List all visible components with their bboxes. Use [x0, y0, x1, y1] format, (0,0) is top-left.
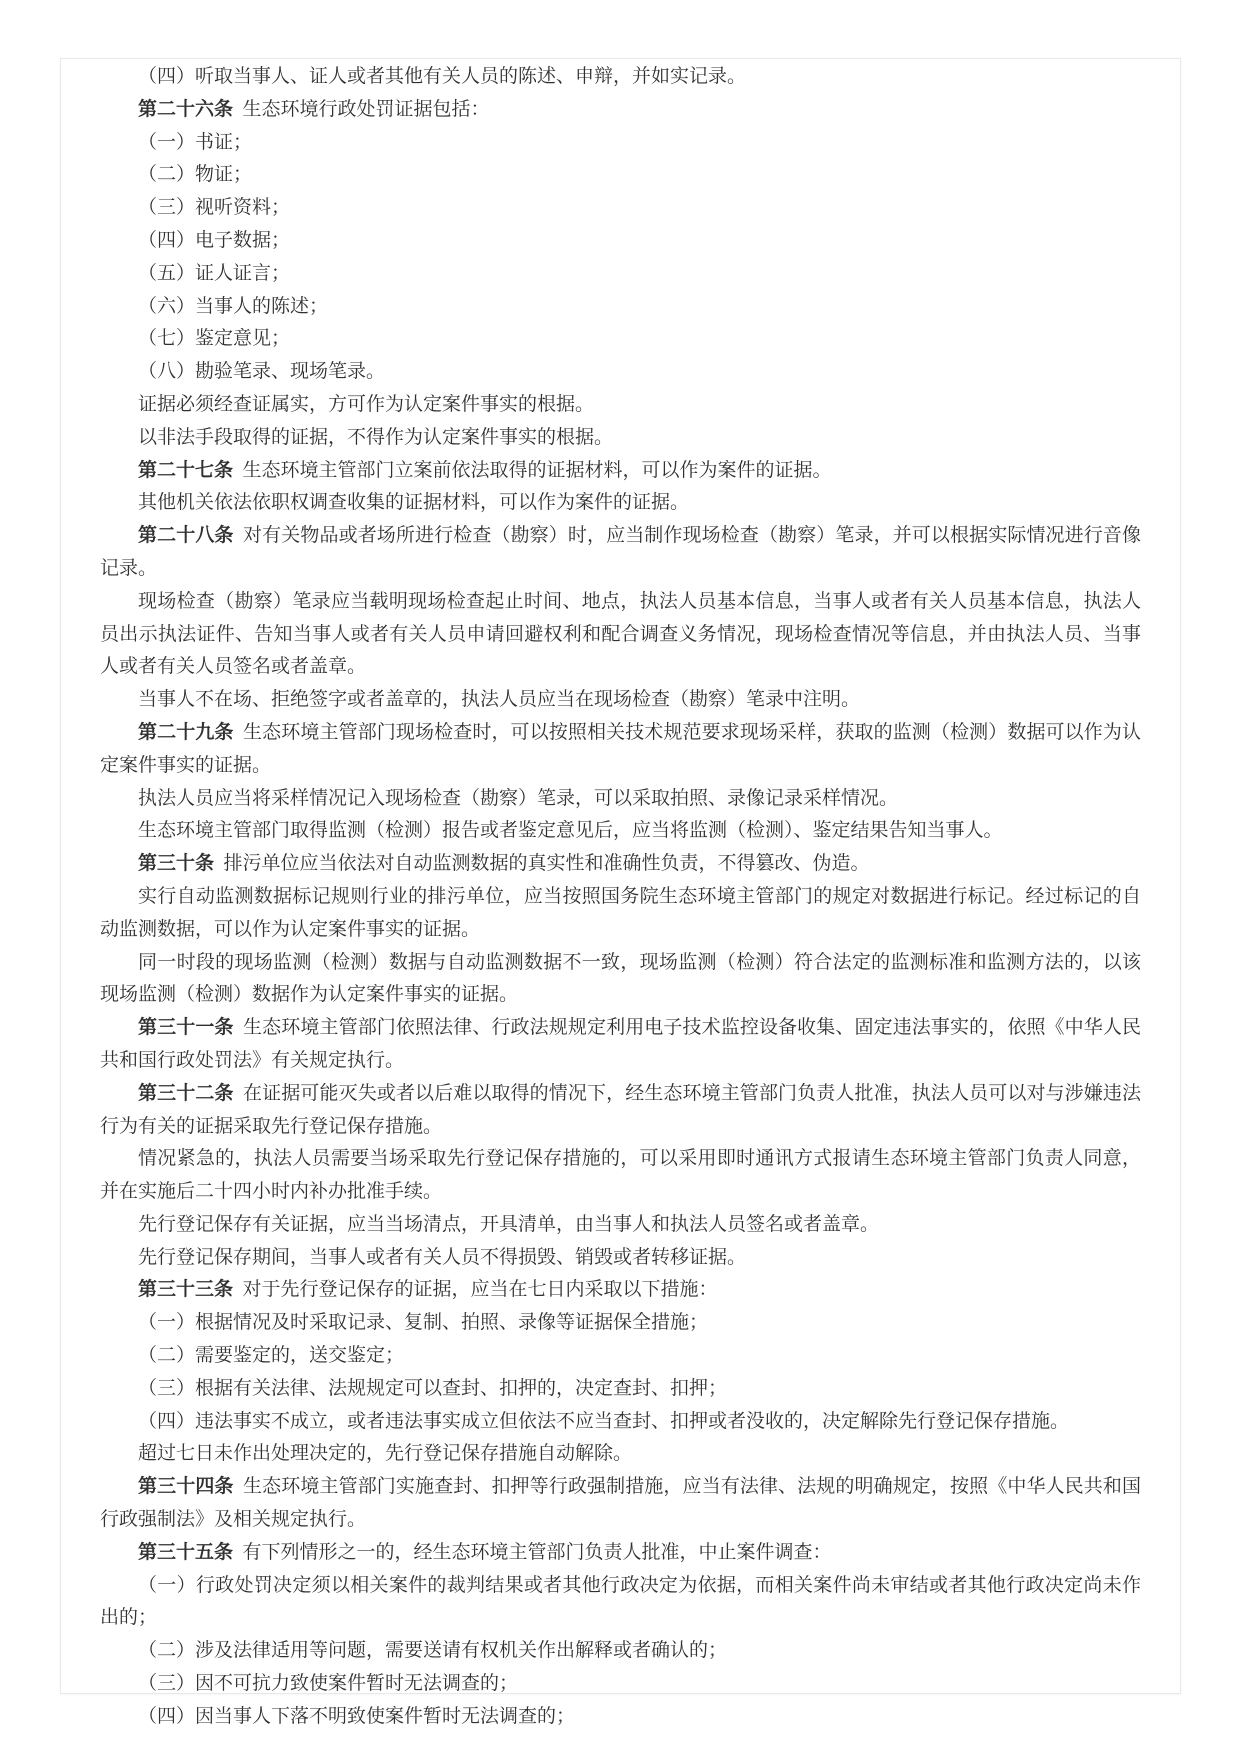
body-paragraph: [100, 1307, 1141, 1340]
paragraph-text: （五）证人证言；: [138, 262, 291, 284]
paragraph-text: （三）因不可抗力致使案件暂时无法调查的；: [138, 1673, 519, 1695]
paragraph-text: 生态环境行政处罚证据包括：: [242, 98, 490, 120]
body-paragraph: [100, 61, 1141, 94]
body-paragraph: [100, 127, 1141, 160]
paragraph-text: 对有关物品或者场所进行检查（勘察）时，应当制作现场检查（勘察）笔录，并可以根据实际情况进行音像记录。: [100, 525, 1141, 579]
body-paragraph: [100, 783, 1141, 816]
paragraph-text: 在证据可能灭失或者以后难以取得的情况下，经生态环境主管部门负责人批准，执法人员可以对与涉嫌违法行为有关的证据采取先行登记保存措施。: [100, 1082, 1141, 1137]
body-paragraph: [100, 1406, 1141, 1439]
body-paragraph: [100, 1373, 1141, 1406]
paragraph-text: 超过七日未作出处理决定的，先行登记保存措施自动解除。: [138, 1443, 633, 1465]
body-paragraph: [100, 1340, 1141, 1373]
paragraph-text: 执法人员应当将采样情况记入现场检查（勘察）笔录，可以采取拍照、录像记录采样情况。: [138, 787, 899, 809]
article-number: 第二十八条: [138, 525, 234, 547]
paragraph-text: 同一时段的现场监测（检测）数据与自动监测数据不一致，现场监测（检测）符合法定的监测标准和监测方法的，以该现场监测（检测）数据作为认定案件事实的证据。: [100, 951, 1141, 1006]
paragraph-text: 有下列情形之一的，经生态环境主管部门负责人批准，中止案件调查：: [242, 1541, 832, 1563]
article-number: 第二十六条: [138, 98, 234, 120]
body-paragraph: [100, 159, 1141, 192]
article-number: 第三十二条: [138, 1082, 234, 1104]
body-paragraph: [100, 323, 1141, 356]
paragraph-text: （二）涉及法律适用等问题，需要送请有权机关作出解释或者确认的；: [138, 1640, 728, 1662]
body-paragraph: [100, 881, 1141, 947]
article-number: 第二十九条: [138, 721, 234, 743]
paragraph-text: （四）听取当事人、证人或者其他有关人员的陈述、申辩，并如实记录。: [138, 66, 747, 87]
paragraph-text: 先行登记保存期间，当事人或者有关人员不得损毁、销毁或者转移证据。: [138, 1246, 747, 1268]
body-paragraph: [100, 356, 1141, 389]
paragraph-text: 实行自动监测数据标记规则行业的排污单位，应当按照国务院生态环境主管部门的规定对数据进行标记。经过标记的自动监测数据，可以作为认定案件事实的证据。: [100, 885, 1141, 940]
article-number: 第二十七条: [138, 459, 234, 481]
body-paragraph: [100, 487, 1141, 520]
paragraph-text: 现场检查（勘察）笔录应当载明现场检查起止时间、地点，执法人员基本信息，当事人或者有关人员基本信息，执法人员出示执法证件、告知当事人或者有关人员申请回避权利和配合调查义务情况，现场检查情况等信息，并由执法人员、当事人或者有关人员签名或者盖章。: [100, 590, 1141, 678]
article-paragraph: [100, 1274, 1141, 1307]
paragraph-text: （二）需要鉴定的，送交鉴定；: [138, 1345, 405, 1367]
paragraph-text: （四）电子数据；: [138, 229, 291, 251]
paragraph-text: 生态环境主管部门取得监测（检测）报告或者鉴定意见后，应当将监测（检测）、鉴定结果告知当事人。: [138, 820, 1003, 842]
article-number: 第三十五条: [138, 1541, 234, 1563]
paragraph-text: （六）当事人的陈述；: [138, 295, 329, 317]
body-paragraph: [100, 1570, 1141, 1636]
paragraph-text: （三）根据有关法律、法规规定可以查封、扣押的，决定查封、扣押；: [138, 1377, 728, 1399]
paragraph-text: 生态环境主管部门依照法律、行政法规规定利用电子技术监控设备收集、固定违法事实的，依照《中华人民共和国行政处罚法》有关规定执行。: [100, 1017, 1141, 1071]
body-paragraph: [100, 225, 1141, 258]
article-paragraph: [100, 94, 1141, 127]
body-paragraph: [100, 1143, 1141, 1209]
body-paragraph: [100, 586, 1141, 684]
body-paragraph: [100, 1209, 1141, 1242]
paragraph-text: （一）行政处罚决定须以相关案件的裁判结果或者其他行政决定为依据，而相关案件尚未审结或者其他行政决定尚未作出的；: [100, 1574, 1141, 1629]
document-page-card: [60, 58, 1181, 1727]
paragraph-text: （四）违法事实不成立，或者违法事实成立但依法不应当查封、扣押或者没收的，决定解除先行登记保存措施。: [138, 1410, 1070, 1432]
body-paragraph: [100, 1701, 1141, 1734]
paragraph-text: （二）物证；: [138, 164, 253, 186]
article-paragraph: [100, 455, 1141, 488]
paragraph-text: 生态环境主管部门实施查封、扣押等行政强制措施，应当有法律、法规的明确规定，按照《中华人民共和国行政强制法》及相关规定执行。: [100, 1476, 1141, 1531]
paragraph-text: （一）根据情况及时采取记录、复制、拍照、录像等证据保全措施；: [138, 1312, 709, 1334]
body-paragraph: [100, 192, 1141, 225]
article-paragraph: [100, 1078, 1141, 1144]
article-paragraph: [100, 1012, 1141, 1078]
article-paragraph: [100, 717, 1141, 783]
article-number: 第三十三条: [138, 1279, 234, 1301]
paragraph-text: 先行登记保存有关证据，应当当场清点，开具清单，由当事人和执法人员签名或者盖章。: [138, 1213, 880, 1235]
body-paragraph: [100, 1242, 1141, 1275]
paragraph-text: 情况紧急的，执法人员需要当场采取先行登记保存措施的，可以采用即时通讯方式报请生态环境主管部门负责人同意，并在实施后二十四小时内补办批准手续。: [100, 1148, 1141, 1203]
body-paragraph: [100, 389, 1141, 422]
paragraph-text: 以非法手段取得的证据，不得作为认定案件事实的根据。: [138, 426, 614, 448]
article-number: 第三十条: [138, 853, 215, 875]
paragraph-text: （七）鉴定意见；: [138, 328, 291, 350]
body-paragraph: [100, 684, 1141, 717]
article-paragraph: [100, 520, 1141, 586]
paragraph-text: （四）因当事人下落不明致使案件暂时无法调查的；: [138, 1705, 576, 1727]
body-paragraph: [100, 947, 1141, 1013]
body-paragraph: [100, 422, 1141, 455]
body-paragraph: [100, 1635, 1141, 1668]
paragraph-text: 生态环境主管部门立案前依法取得的证据材料，可以作为案件的证据。: [242, 459, 832, 481]
body-paragraph: [100, 815, 1141, 848]
body-paragraph: [100, 291, 1141, 324]
article-paragraph: [100, 1471, 1141, 1537]
paragraph-text: （一）书证；: [138, 131, 253, 153]
paragraph-text: （八）勘验笔录、现场笔录。: [138, 361, 386, 383]
paragraph-text: （三）视听资料；: [138, 197, 291, 219]
article-paragraph: [100, 1537, 1141, 1570]
body-paragraph: [100, 1438, 1141, 1471]
article-number: 第三十四条: [138, 1476, 234, 1498]
paragraph-text: 当事人不在场、拒绝签字或者盖章的，执法人员应当在现场检查（勘察）笔录中注明。: [138, 689, 861, 711]
paragraph-text: 对于先行登记保存的证据，应当在七日内采取以下措施：: [242, 1279, 718, 1301]
paragraph-text: 证据必须经查证属实，方可作为认定案件事实的根据。: [138, 393, 595, 415]
paragraph-text: 排污单位应当依法对自动监测数据的真实性和准确性负责，不得篡改、伪造。: [223, 853, 870, 875]
article-number: 第三十一条: [138, 1017, 234, 1039]
paragraph-text: 生态环境主管部门现场检查时，可以按照相关技术规范要求现场采样，获取的监测（检测）数据可以作为认定案件事实的证据。: [100, 721, 1141, 776]
body-paragraph: [100, 258, 1141, 291]
body-paragraph: [100, 1668, 1141, 1701]
article-paragraph: [100, 848, 1141, 881]
paragraph-text: 其他机关依法依职权调查收集的证据材料，可以作为案件的证据。: [138, 492, 690, 514]
document-content: [100, 61, 1141, 1734]
